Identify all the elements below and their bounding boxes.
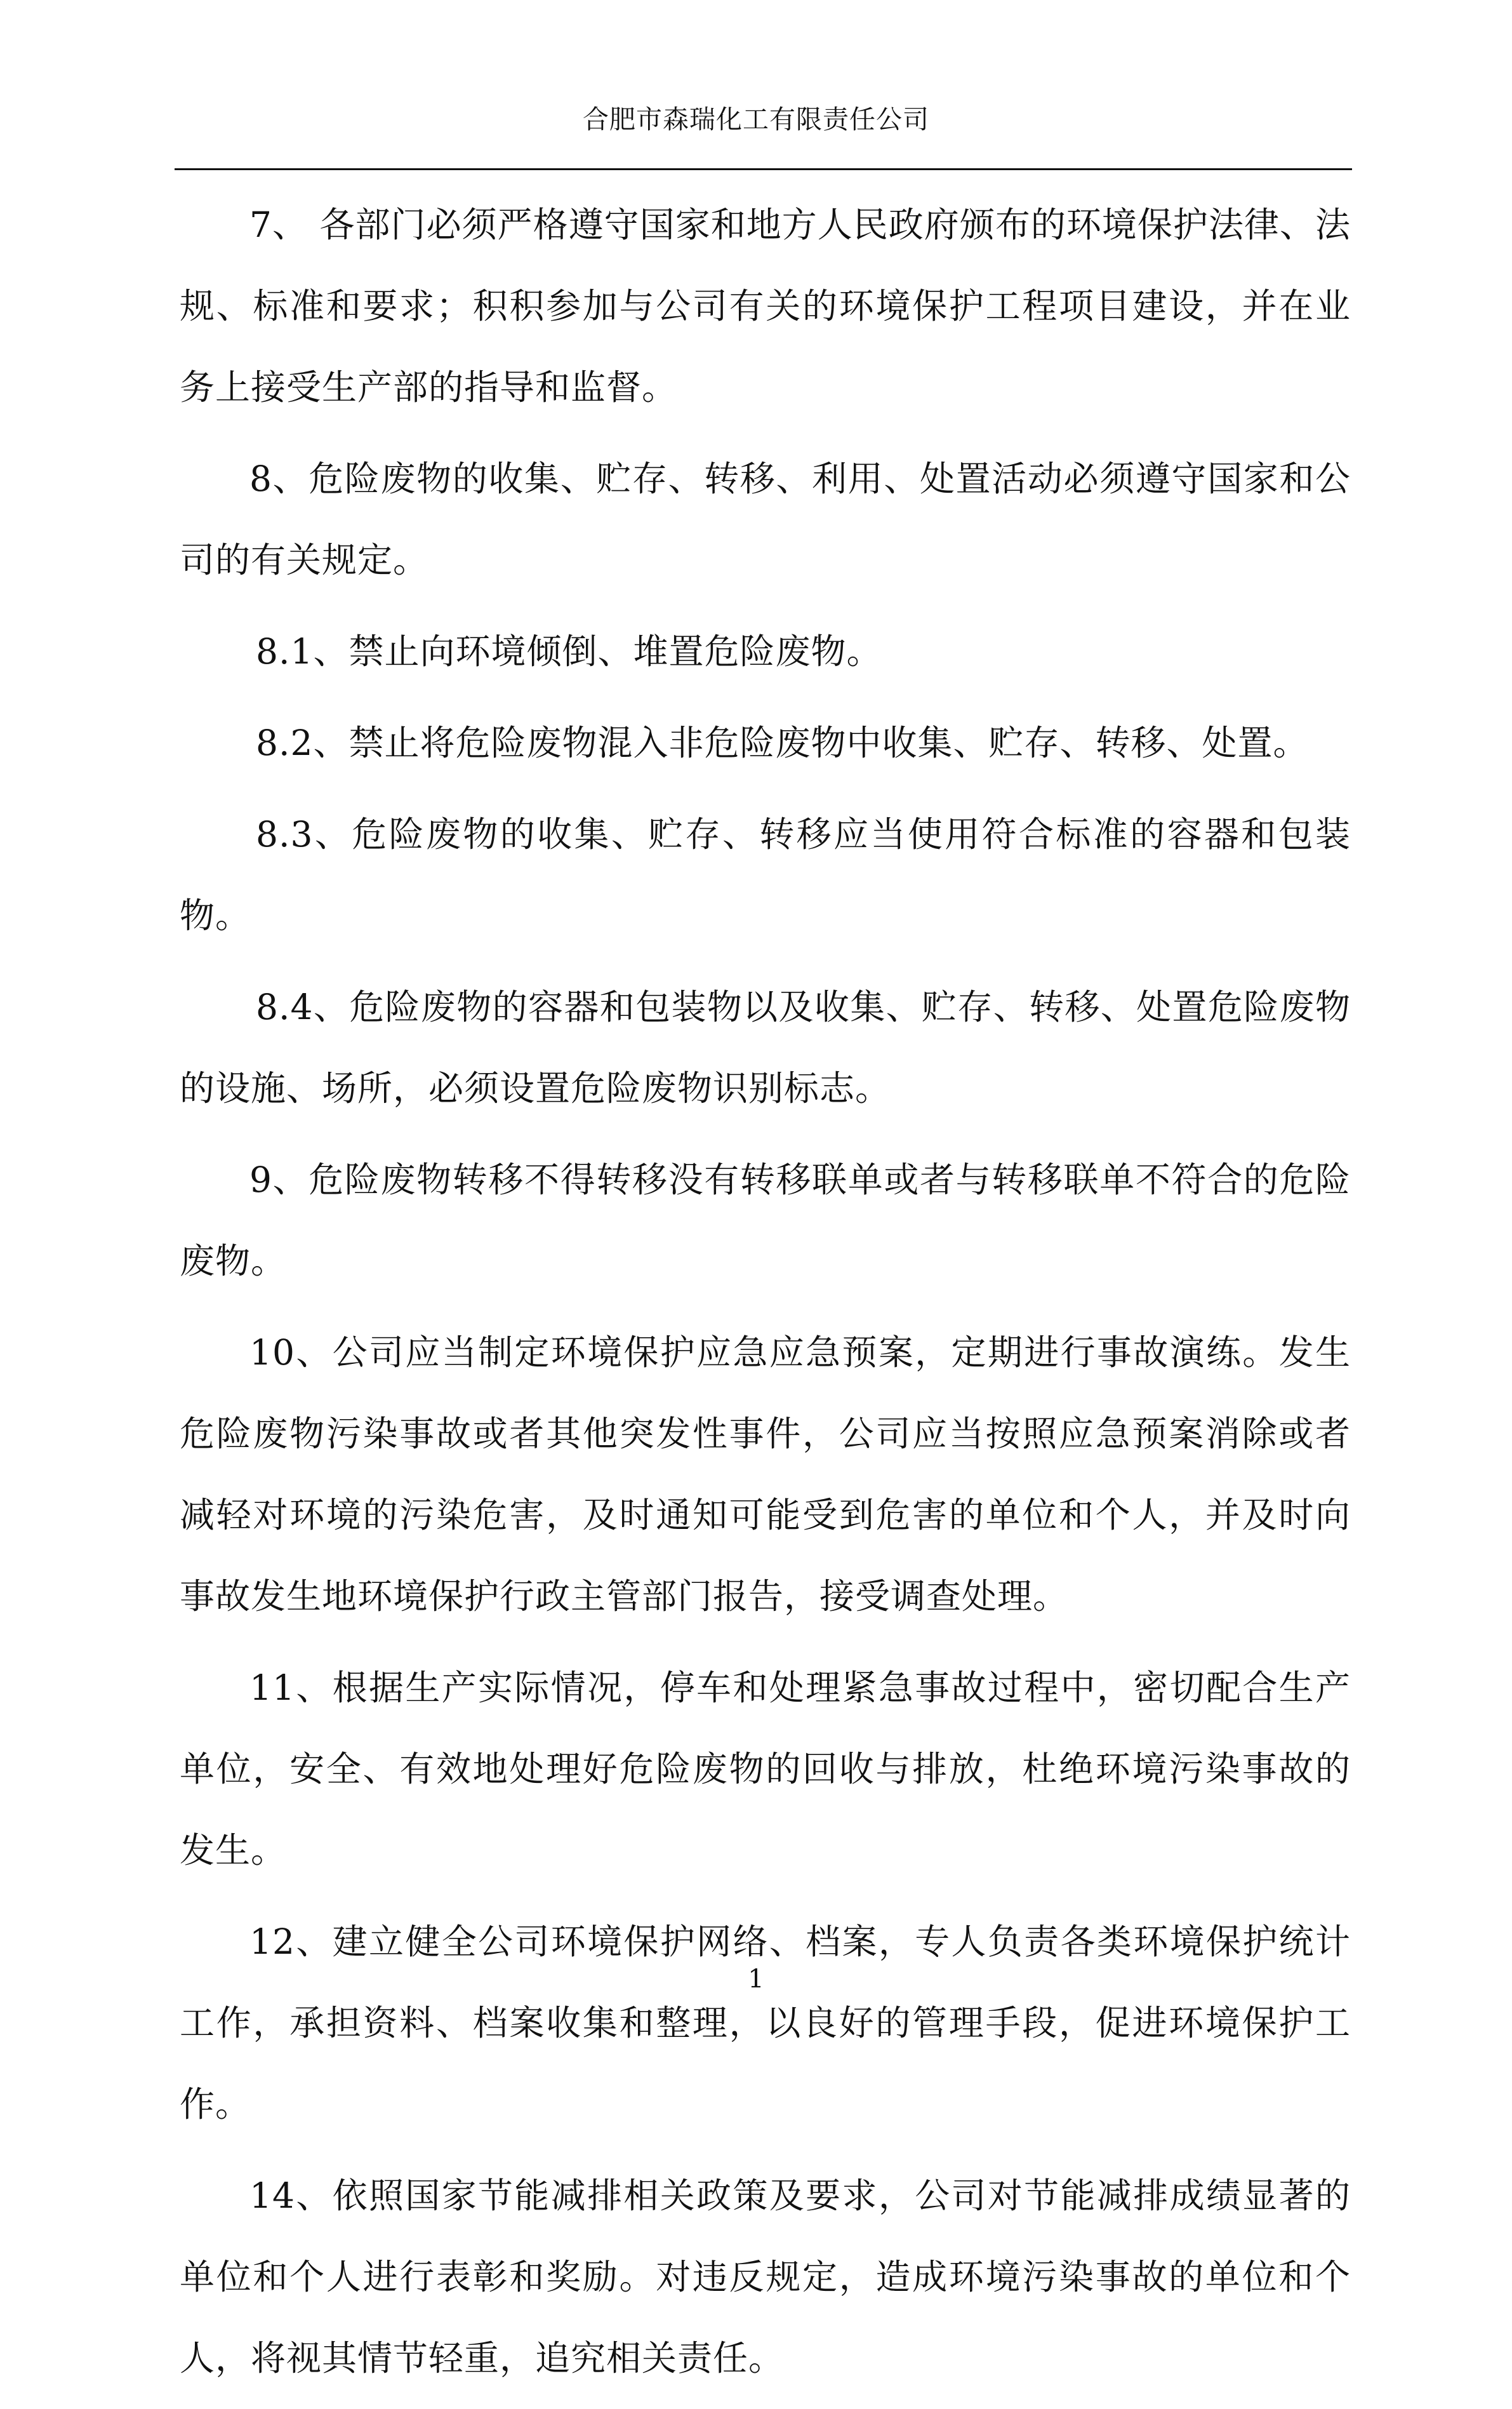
- paragraph-11: 11、根据生产实际情况，停车和处理紧急事故过程中，密切配合生产单位，安全、有效地处理好危险废物的回收与排放，杜绝环境污染事故的发生。: [180, 1667, 1351, 1871]
- paragraph-7: 7、 各部门必须严格遵守国家和地方人民政府颁布的环境保护法律、法规、标准和要求；积积参加与公司有关的环境保护工程项目建设，并在业务上接受生产部的指导和监督。: [180, 204, 1351, 408]
- paragraph-8-1: 8.1、禁止向环境倾倒、堆置危险废物。: [256, 631, 882, 672]
- paragraph-8-4: 8.4、危险废物的容器和包装物以及收集、贮存、转移、处置危险废物的设施、场所，必须设置危险废物识别标志。: [180, 987, 1351, 1109]
- paragraph-12: 12、建立健全公司环境保护网络、档案，专人负责各类环境保护统计工作，承担资料、档案收集和整理，以良好的管理手段，促进环境保护工作。: [180, 1921, 1351, 2125]
- paragraph-9: 9、危险废物转移不得转移没有转移联单或者与转移联单不符合的危险废物。: [180, 1159, 1351, 1281]
- paragraph-8-2: 8.2、禁止将危险废物混入非危险废物中收集、贮存、转移、处置。: [256, 723, 1309, 763]
- paragraph-10: 10、公司应当制定环境保护应急应急预案，定期进行事故演练。发生危险废物污染事故或者其他突发性事件，公司应当按照应急预案消除或者减轻对环境的污染危害，及时通知可能受到危害的单位和个人，并及时向事故发生地环境保护行政主管部门报告，接受调查处理。: [180, 1332, 1351, 1617]
- paragraph-14: 14、依照国家节能减排相关政策及要求，公司对节能减排成绩显著的单位和个人进行表彰和奖励。对违反规定，造成环境污染事故的单位和个人，将视其情节轻重，追究相关责任。: [180, 2175, 1351, 2379]
- paragraph-8: 8、危险废物的收集、贮存、转移、利用、处置活动必须遵守国家和公司的有关规定。: [180, 458, 1351, 580]
- document-body: [180, 184, 1351, 2409]
- paragraph-8-3: 8.3、危险废物的收集、贮存、转移应当使用符合标准的容器和包装物。: [180, 814, 1351, 936]
- page-number: 1: [748, 1965, 764, 1994]
- header-divider: [175, 168, 1352, 170]
- page-header-company: 合肥市森瑞化工有限责任公司: [583, 104, 929, 135]
